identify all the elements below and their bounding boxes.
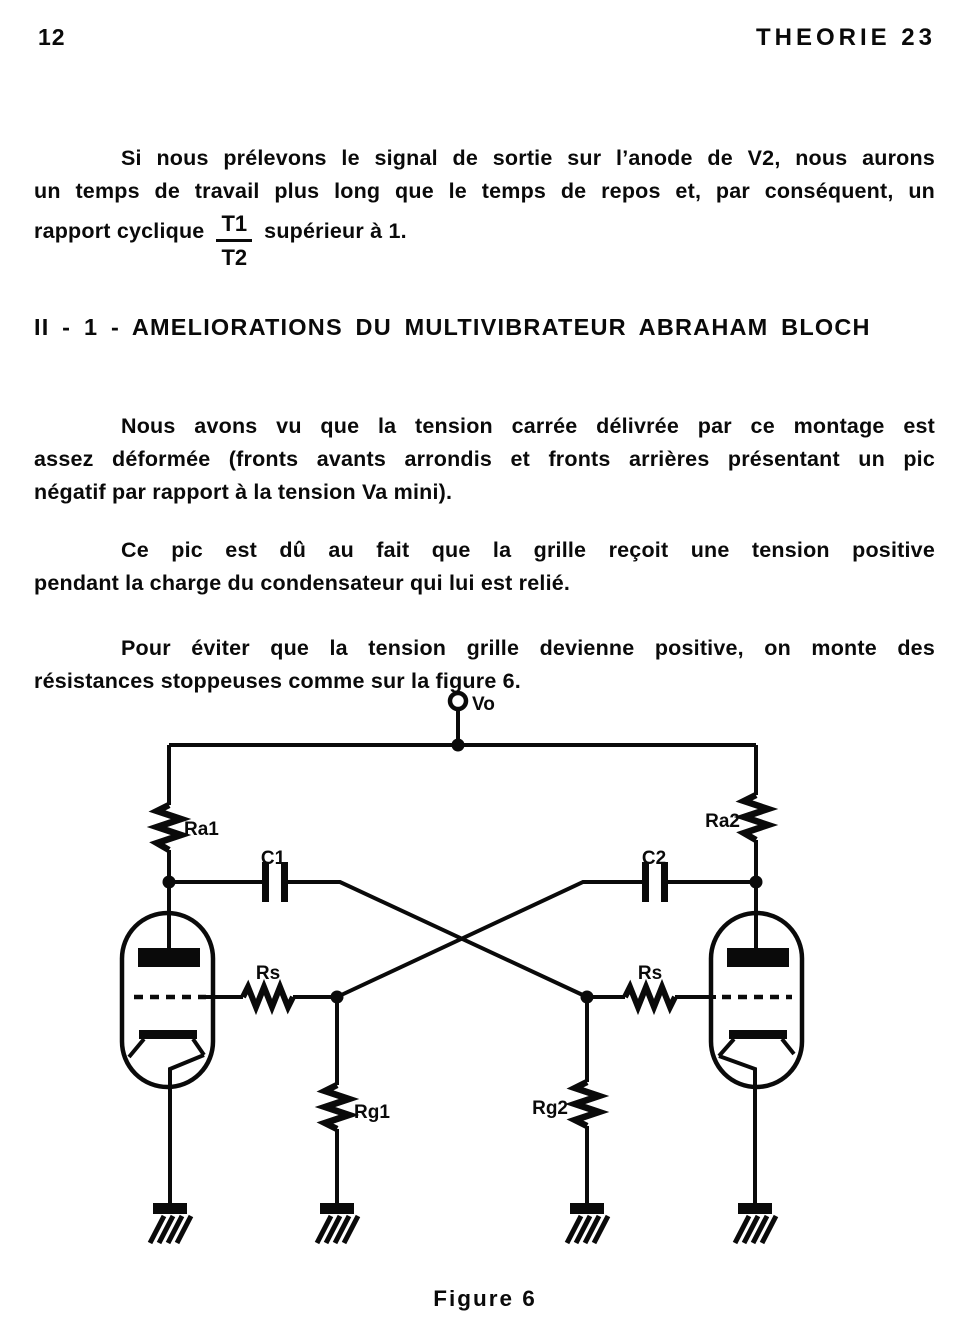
text-fragment: rapport cyclique	[34, 219, 205, 243]
resistor-rs-left	[243, 987, 293, 1007]
figure-caption: Figure 6	[433, 1286, 537, 1311]
text-line: Ce pic est dû au fait que la grille reçoit une tension positive	[121, 538, 935, 562]
label-vo: Vo	[472, 694, 495, 715]
label-c2: C2	[641, 848, 667, 869]
text-line: Pour éviter que la tension grille devienne positive, on monte des	[121, 636, 935, 660]
label-ra2: Ra2	[705, 811, 740, 832]
ground-symbol	[567, 1203, 608, 1243]
paragraph-2	[34, 410, 935, 509]
resistor-ra2	[744, 795, 768, 840]
resistor-rg1	[325, 1085, 349, 1129]
cathode	[719, 1039, 794, 1056]
paragraph-1	[34, 142, 935, 208]
label-rg2: Rg2	[532, 1098, 568, 1119]
paragraph-1-fraction-line	[34, 212, 935, 270]
label-rs-left: Rs	[255, 963, 281, 984]
anode-plate	[138, 948, 200, 967]
anode-plate	[727, 948, 789, 967]
fraction-t1-t2	[216, 212, 252, 270]
cathode	[139, 1030, 197, 1039]
label-rg1: Rg1	[354, 1102, 390, 1123]
text-line: pendant la charge du condensateur qui lui est relié.	[34, 571, 571, 595]
text-line: Si nous prélevons le signal de sortie sur l’anode de V2, nous aurons	[121, 146, 935, 170]
section-heading: II - 1 - AMELIORATIONS DU MULTIVIBRATEUR ABRAHAM BLOCH	[34, 314, 871, 340]
cathode	[729, 1030, 787, 1039]
text-line: un temps de travail plus long que le temps de repos et, par conséquent, un	[34, 179, 935, 203]
text-fragment: supérieur à 1.	[264, 219, 407, 243]
text-line: résistances stoppeuses comme sur la figure 6.	[34, 669, 521, 693]
ground-symbol	[150, 1203, 191, 1243]
label-rs-right: Rs	[637, 963, 663, 984]
resistor-rs-right	[625, 987, 675, 1007]
output-terminal-icon	[450, 693, 466, 709]
text-line: assez déformée (fronts avants arrondis et fronts arrières présentant un pic	[34, 447, 935, 471]
multivibrator-schematic	[0, 688, 970, 1268]
text-line: Nous avons vu que la tension carrée délivrée par ce montage est	[121, 414, 935, 438]
junction-dot	[452, 739, 465, 752]
supply-rail-wire	[169, 709, 756, 745]
fraction-numerator: T1	[216, 212, 252, 242]
page-number: 12	[38, 24, 66, 50]
resistor-rg2	[575, 1082, 599, 1126]
ground-symbol	[735, 1203, 776, 1243]
fraction-denominator: T2	[221, 245, 248, 270]
cathode-lead	[719, 1056, 755, 1203]
cathode	[129, 1039, 204, 1057]
running-header: THEORIE 23	[755, 24, 936, 51]
text-line: négatif par rapport à la tension Va mini).	[34, 480, 453, 504]
ground-symbol	[317, 1203, 358, 1243]
resistor-ra1	[157, 805, 181, 850]
paragraph-3	[34, 534, 935, 600]
label-c1: C1	[260, 848, 286, 869]
cross-coupling-wire	[337, 882, 642, 997]
label-ra1: Ra1	[184, 819, 219, 840]
